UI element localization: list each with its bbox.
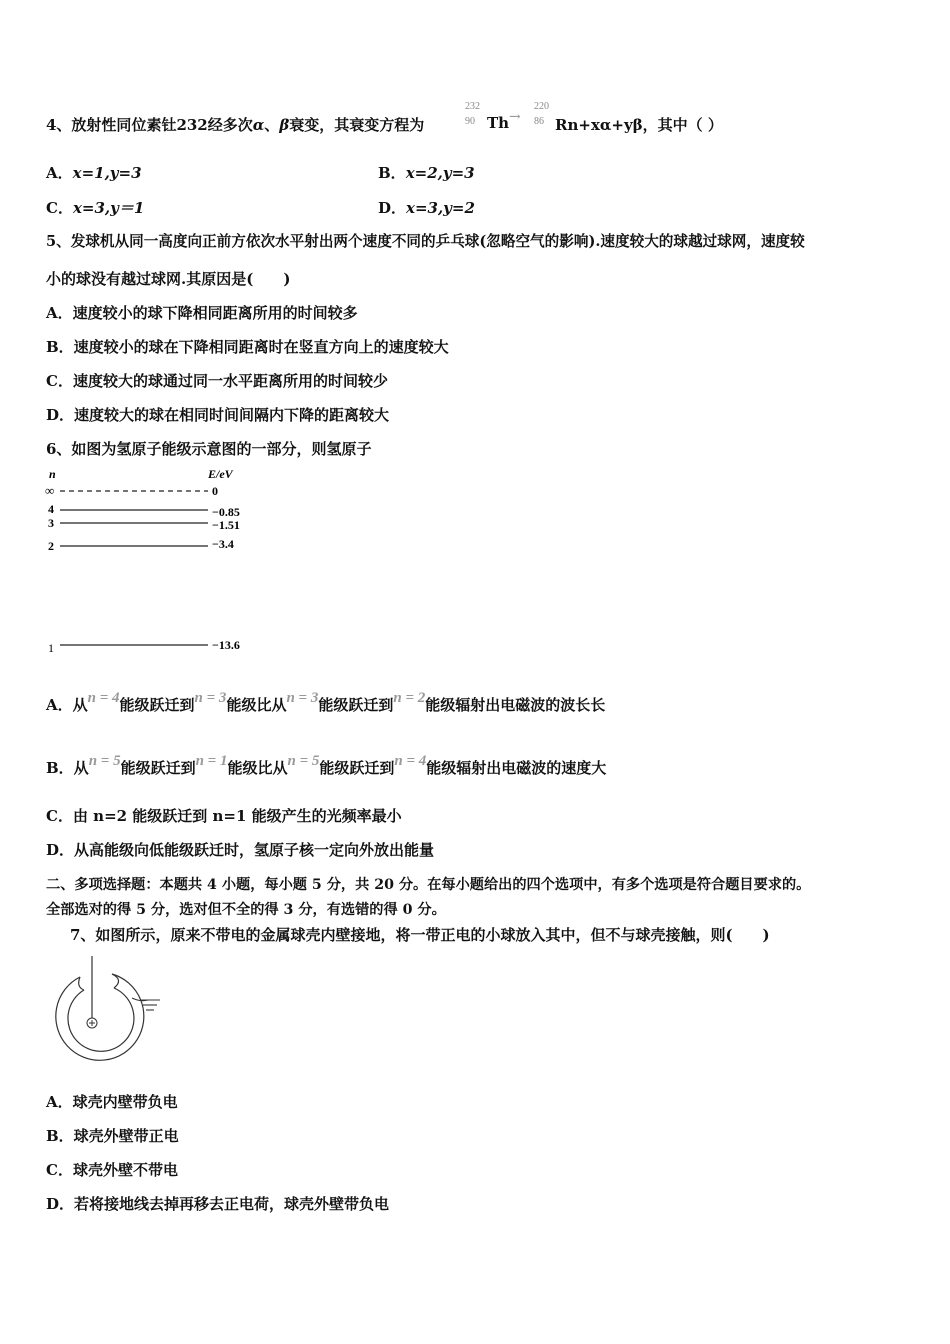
- q4-option-d[interactable]: [378, 197, 475, 218]
- q6-option-d[interactable]: D．从高能级向低能级跃迁时，氢原子核一定向外放出能量: [46, 841, 435, 859]
- option-text: 能级辐射出电磁波的速度大: [426, 759, 607, 777]
- level-n-3: 3: [48, 516, 54, 530]
- option-text: x=1,y=3: [72, 164, 142, 182]
- option-text: 能级比从: [226, 696, 287, 714]
- option-text: x=3,y=2: [406, 199, 475, 217]
- rn-mass-number: 220: [534, 101, 549, 112]
- option-text: 能级跃迁到: [319, 759, 395, 777]
- section2-instructions-line1: 二、多项选择题：本题共 4 小题，每小题 5 分，共 20 分。在每小题给出的四个选项中，有多个选项是符合题目要求的。: [46, 877, 811, 893]
- n-axis-label: n: [49, 467, 56, 481]
- n-symbol: n = 4: [394, 753, 427, 769]
- q5-option-c[interactable]: C．速度较大的球通过同一水平距离所用的时间较少: [46, 372, 388, 390]
- q7-stem: 7、如图所示，原来不带电的金属球壳内壁接地，将一带正电的小球放入其中，但不与球壳接触，则( ): [70, 926, 770, 944]
- option-text: x=2,y=3: [405, 164, 475, 182]
- n-symbol: n = 1: [195, 753, 228, 769]
- q5-stem-line2: 小的球没有越过球网.其原因是( ): [46, 270, 291, 288]
- energy-level-diagram: [40, 462, 270, 662]
- th-atomic-number: 90: [465, 116, 475, 127]
- q4-product: [555, 114, 723, 135]
- q7-option-a[interactable]: A．球壳内壁带负电: [46, 1093, 178, 1111]
- shell-outer-arc: [56, 974, 144, 1060]
- q4-text: 4、放射性同位素钍232经多次: [46, 116, 253, 134]
- metal-shell-diagram: [40, 952, 170, 1072]
- beta-symbol: β: [279, 116, 290, 134]
- q5-option-d[interactable]: D．速度较大的球在相同时间间隔内下降的距离较大: [46, 406, 390, 424]
- option-label: C．: [46, 199, 73, 217]
- q5-option-a[interactable]: A．速度较小的球下降相同距离所用的时间较多: [46, 304, 358, 322]
- q6-stem: 6、如图为氢原子能级示意图的一部分，则氢原子: [46, 440, 372, 458]
- option-text: 能级跃迁到: [119, 696, 195, 714]
- q6-option-b[interactable]: [46, 753, 607, 778]
- th-symbol: Th: [487, 114, 510, 132]
- option-text: 能级比从: [227, 759, 288, 777]
- q4-text-2: 衰变，其衰变方程为: [289, 116, 425, 134]
- n-symbol: n = 2: [393, 690, 426, 706]
- q4-separator: 、: [264, 116, 280, 134]
- level-n-4: 4: [48, 502, 54, 516]
- level-energy-3: −1.51: [212, 518, 240, 532]
- level-energy-2: −3.4: [212, 537, 234, 551]
- option-text: x=3,y＝1: [72, 199, 145, 217]
- level-n-inf: ∞: [45, 483, 55, 498]
- level-n-2: 2: [48, 539, 54, 553]
- n-symbol: n = 5: [287, 753, 320, 769]
- n-symbol: n = 3: [286, 690, 319, 706]
- decay-arrow: →: [509, 109, 521, 125]
- rn-expression: Rn+xα+yβ: [555, 116, 643, 134]
- q4-stem: [46, 114, 424, 135]
- q7-option-b[interactable]: B．球壳外壁带正电: [46, 1127, 179, 1145]
- shell-inner-arc: [68, 988, 134, 1051]
- th-mass-number: 232: [465, 101, 480, 112]
- q6-option-c[interactable]: C．由 n=2 能级跃迁到 n=1 能级产生的光频率最小: [46, 807, 402, 825]
- level-energy-4: −0.85: [212, 505, 240, 519]
- section2-instructions-line2: 全部选对的得 5 分，选对但不全的得 3 分，有选错的得 0 分。: [46, 902, 446, 918]
- q4-tail: ，其中（ ）: [642, 116, 723, 134]
- shell-opening-left: [79, 977, 84, 990]
- option-text: 能级辐射出电磁波的波长长: [425, 696, 606, 714]
- level-energy-1: −13.6: [212, 638, 240, 652]
- q5-stem-line1: 5、发球机从同一高度向正前方依次水平射出两个速度不同的乒乓球(忽略空气的影响).速度较大的球越过球网，速度较: [46, 233, 805, 250]
- n-symbol: n = 3: [194, 690, 227, 706]
- level-n-1: 1: [48, 641, 54, 655]
- q5-option-b[interactable]: B．速度较小的球在下降相同距离时在竖直方向上的速度较大: [46, 338, 449, 356]
- q4-option-a[interactable]: [46, 162, 142, 183]
- level-energy-inf: 0: [212, 484, 218, 498]
- n-symbol: n = 5: [88, 753, 121, 769]
- q7-option-c[interactable]: C．球壳外壁不带电: [46, 1161, 178, 1179]
- q7-option-d[interactable]: D．若将接地线去掉再移去正电荷，球壳外壁带负电: [46, 1195, 390, 1213]
- energy-axis-label: E/eV: [208, 467, 233, 481]
- rn-atomic-number: 86: [534, 116, 544, 127]
- q6-option-a[interactable]: [46, 690, 606, 715]
- q4-option-c[interactable]: [46, 197, 144, 218]
- option-label: A．: [46, 164, 73, 182]
- option-text: 能级跃迁到: [120, 759, 196, 777]
- option-label: B．从: [46, 759, 89, 777]
- option-label: D．: [378, 199, 407, 217]
- option-label: B．: [378, 164, 406, 182]
- q4-option-b[interactable]: [378, 162, 475, 183]
- n-symbol: n = 4: [87, 690, 120, 706]
- option-label: A．从: [46, 696, 88, 714]
- option-text: 能级跃迁到: [318, 696, 394, 714]
- alpha-symbol: α: [252, 116, 265, 134]
